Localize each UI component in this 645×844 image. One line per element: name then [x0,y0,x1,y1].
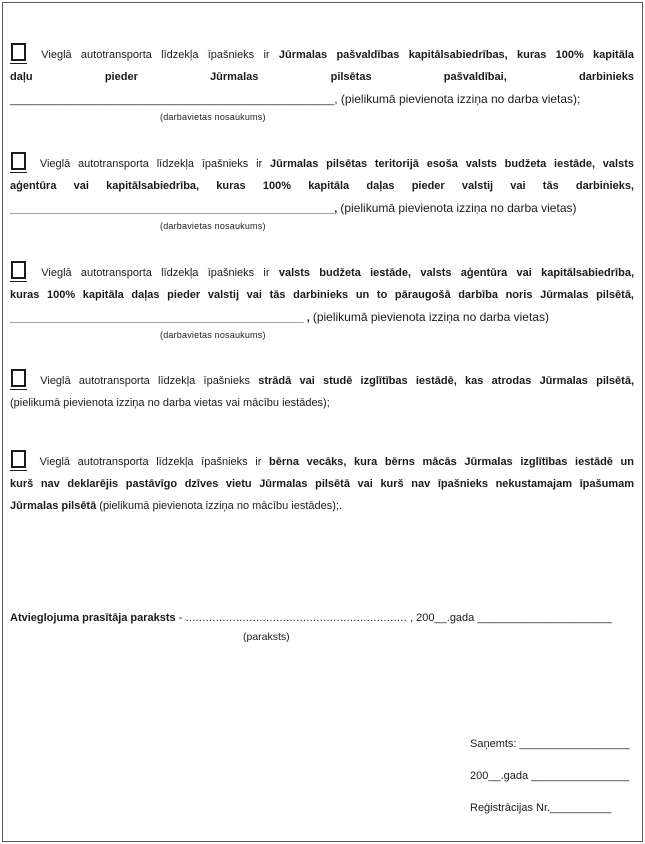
received-row [470,738,634,751]
option-1-paragraph [10,43,634,124]
checkbox-box-icon [11,152,26,170]
form-page [2,2,643,842]
checkbox-option-4[interactable] [10,369,27,390]
option-3-line-1 [10,261,634,284]
option-5-bold-2: kurš nav deklarējis pastāvīgo dzīves vietu Jūrmalas pilsētā vai kurš nav īpašnieks nekustamajam īpašumam [10,478,634,490]
option-2-bold-2: aģentūra vai kapitālsabiedrība, kuras 100% kapitāla daļas pieder valstij vai tās darbinieks, [10,180,634,192]
signature-line [10,607,634,629]
workplace-name-blank-3[interactable]: ________________________________________________ , [10,312,310,324]
option-5-bold-3: Jūrmalas pilsētā [10,500,97,512]
option-4-bold-1: strādā vai studē izglītības iestādē, kas atrodas Jūrmalas pilsētā, [258,375,635,387]
checkbox-option-3[interactable] [10,261,27,282]
option-5-bold-1: bērna vecāks, kura bērns mācās Jūrmalas izglītības iestādē un [269,456,634,468]
checkbox-box-icon [11,450,26,468]
option-3-paragraph [10,261,634,342]
option-4-paragraph [10,369,634,414]
option-3-bold-1: valsts budžeta iestāde, valsts aģentūra vai kapitālsabiedrība, [278,267,635,279]
received-section [470,738,634,815]
checkbox-box-icon [11,43,26,61]
checkbox-option-2[interactable] [10,152,27,173]
option-3-blank-line [10,306,634,329]
form-content [3,3,642,815]
signature-section [10,607,634,645]
option-1-blank-line [10,88,634,111]
checkbox-option-1[interactable] [10,43,27,64]
workplace-name-caption-3: (darbavietas nosaukums) [160,330,266,340]
option-2-intro: Vieglā autotransporta līdzekļa īpašnieks ir [39,158,263,170]
registration-label: Reģistrācijas Nr. [470,802,551,814]
checkbox-option-5[interactable] [10,450,27,471]
option-3-suffix: (pielikumā pievienota izziņa no darba vietas) [312,310,549,324]
option-2-paragraph [10,152,634,233]
received-label: Saņemts: [470,738,517,750]
signature-dotted-line[interactable]: .................................................................. [185,612,407,624]
option-2-blank-line [10,197,634,220]
option-5-line-1 [10,450,634,473]
option-5-line-3 [10,495,634,517]
workplace-name-caption-1: (darbavietas nosaukums) [160,112,266,122]
option-3-intro: Vieglā autotransporta līdzekļa īpašnieks ir [41,267,270,279]
workplace-name-caption-2: (darbavietas nosaukums) [160,221,266,231]
received-year-blank[interactable]: ________________ [531,770,630,782]
signature-date-text: , 200__.gada [410,612,475,624]
workplace-name-blank-1[interactable]: _____________________________________________________ [10,94,335,106]
option-2-line-1 [10,152,634,175]
option-1-intro: Vieglā autotransporta līdzekļa īpašnieks ir [41,49,270,61]
option-2-suffix: (pielikumā pievienota izziņa no darba vietas) [340,201,577,215]
registration-number-blank[interactable]: __________ [550,802,612,814]
option-4-note: (pielikumā pievienota izziņa no darba vietas vai mācību iestādes); [10,397,330,409]
option-2-bold-1: Jūrmalas pilsētas teritorijā esoša valsts budžeta iestāde, valsts [270,158,634,170]
option-5-paragraph [10,450,634,517]
signature-dash: - [178,612,183,624]
signature-label: Atvieglojuma prasītāja paraksts [10,612,176,624]
signature-caption: (paraksts) [243,631,290,643]
option-1-bold-2: daļu pieder Jūrmalas pilsētas pašvaldībai, darbinieks [10,71,634,83]
received-date-blank[interactable]: __________________ [519,738,630,750]
received-year-row [470,770,634,783]
option-1-suffix: , (pielikumā pievienota izziņa no darba vietas); [334,92,581,106]
workplace-name-blank-2[interactable]: _____________________________________________________, [10,203,338,215]
signature-date-blank[interactable]: ______________________ [477,612,612,624]
option-1-line-1 [10,43,634,66]
option-5-intro: Vieglā autotransporta līdzekļa īpašnieks ir [39,456,262,468]
received-year-label: 200__.gada [470,770,529,782]
option-3-bold-2: kuras 100% kapitāla daļas pieder valstij vai tās darbinieks un to pāraugošā darbība noris Jūrmalas pilsētā, [10,289,634,301]
option-1-bold-1: Jūrmalas pašvaldības kapitālsabiedrības, kuras 100% kapitāla [278,49,635,61]
checkbox-box-icon [11,261,26,279]
registration-row [470,802,634,815]
option-4-intro: Vieglā autotransporta līdzekļa īpašnieks [40,375,250,387]
option-4-line-1 [10,369,634,392]
option-5-note: (pielikumā pievienota izziņa no mācību iestādes);. [99,500,343,512]
checkbox-box-icon [11,369,26,387]
